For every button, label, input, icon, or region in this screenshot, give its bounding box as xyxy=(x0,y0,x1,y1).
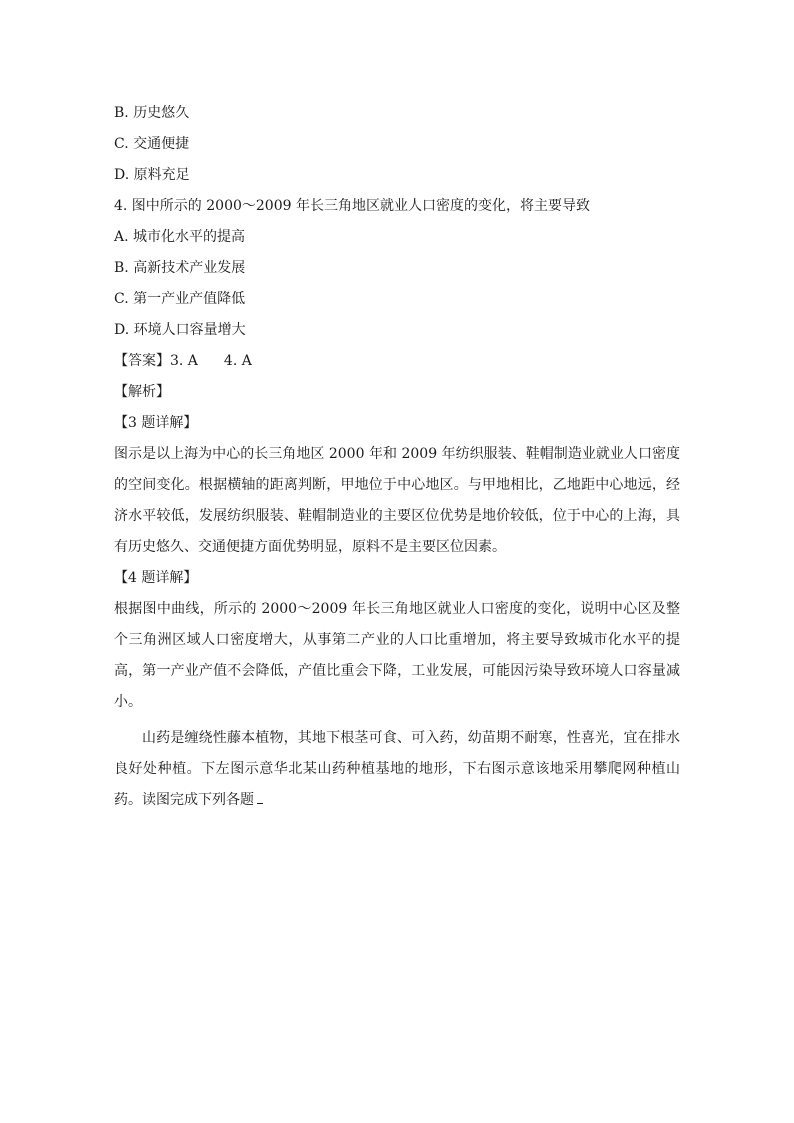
option-c-q4: C. 第一产业产值降低 xyxy=(114,291,246,307)
option-b-q4: B. 高新技术产业发展 xyxy=(114,260,246,276)
question-4-stem: 4. 图中所示的 2000～2009 年长三角地区就业人口密度的变化，将主要导致 xyxy=(114,198,590,214)
option-d-q3: D. 原料充足 xyxy=(114,167,190,183)
option-d-q4: D. 环境人口容量增大 xyxy=(114,322,246,338)
option-c-q3: C. 交通便捷 xyxy=(114,136,190,152)
intro-text: 山药是缠绕性藤本植物，其地下根茎可食、可入药，幼苗期不耐寒，性喜光，宜在排水良好处种植。下左图示意华北某山药种植基地的地形，下右图示意该地采用攀爬网种植山药。读图完成下列各题 xyxy=(114,730,680,808)
q3-detail-text: 图示是以上海为中心的长三角地区 2000 年和 2009 年纺织服装、鞋帽制造业就业人口密度的空间变化。根据横轴的距离判断，甲地位于中心地区。与甲地相比，乙地距中心地远，经济水平较低，发展纺织服装、鞋帽制造业的主要区位优势是地价较低，位于中心的上海，具有历史悠久、交通便捷方面优势明显，原料不是主要区位因素。 xyxy=(114,446,680,555)
option-b-q3: B. 历史悠久 xyxy=(114,105,190,121)
q3-detail-heading: 【3 题详解】 xyxy=(114,415,198,431)
answer-line xyxy=(114,351,252,371)
q4-detail-heading: 【4 题详解】 xyxy=(114,570,198,586)
answer-blank xyxy=(257,793,263,804)
answer-label-2: 4. A xyxy=(223,353,252,369)
answer-label: 【答案】3. A xyxy=(114,353,198,369)
q4-detail-text: 根据图中曲线，所示的 2000～2009 年长三角地区就业人口密度的变化，说明中心区及整个三角洲区域人口密度增大，从事第二产业的人口比重增加，将主要导致城市化水平的提高，第一产业产值不会降低，产值比重会下降，工业发展，可能因污染导致环境人口容量减小。 xyxy=(114,601,680,710)
analysis-heading: 【解析】 xyxy=(114,384,170,400)
intro-paragraph xyxy=(114,723,680,816)
option-a-q4: A. 城市化水平的提高 xyxy=(114,229,246,245)
